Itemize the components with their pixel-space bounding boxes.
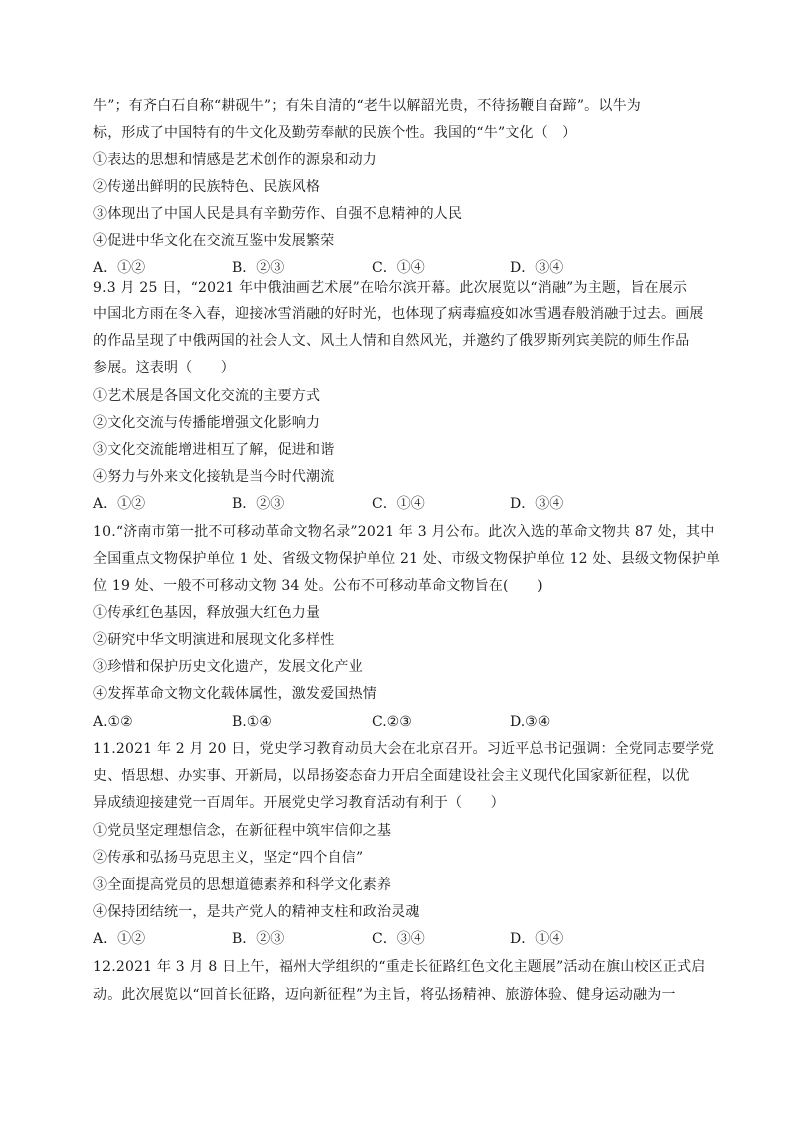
q9-item-4: ④努力与外来文化接轨是当今时代潮流 xyxy=(93,469,335,485)
q12-stem-line-1: 12.2021 年 3 月 8 日上午，福州大学组织的“重走长征路红色文化主题展”活动在旗山校区正式启 xyxy=(93,959,706,975)
q8-item-1: ①表达的思想和情感是艺术创作的源泉和动力 xyxy=(93,152,377,168)
q11-choice-b: B．②③ xyxy=(232,931,285,947)
q11-stem-line-3: 异成绩迎接建党一百周年。开展党史学习教育活动有利于（ ） xyxy=(93,795,505,811)
q8-choice-c: C．①④ xyxy=(372,260,425,276)
q9-item-2: ②文化交流与传播能增强文化影响力 xyxy=(93,415,321,431)
q8-item-4: ④促进中华文化在交流互鉴中发展繁荣 xyxy=(93,233,335,249)
q8-item-2: ②传递出鲜明的民族特色、民族风格 xyxy=(93,179,321,195)
q10-stem-line-2: 全国重点文物保护单位 1 处、省级文物保护单位 21 处、市级文物保护单位 12 处、县级文物保护单 xyxy=(93,551,721,567)
q12-stem-line-2: 动。此次展览以“回首长征路，迈向新征程”为主旨，将弘扬精神、旅游体验、健身运动融为一 xyxy=(93,987,676,1003)
q10-item-1: ①传承红色基因，释放强大红色力量 xyxy=(93,605,321,621)
q11-stem-line-1: 11.2021 年 2 月 20 日，党史学习教育动员大会在北京召开。习近平总书记强调：全党同志要学党 xyxy=(93,741,715,757)
q8-item-3: ③体现出了中国人民是具有辛勤劳作、自强不息精神的人民 xyxy=(93,206,463,222)
q10-choice-d: D.③④ xyxy=(510,714,551,730)
q11-choice-c: C．③④ xyxy=(372,931,425,947)
q9-choice-a: A．①② xyxy=(93,496,146,512)
q8-choice-b: B．②③ xyxy=(232,260,285,276)
q10-item-4: ④发挥革命文物文化载体属性，激发爱国热情 xyxy=(93,686,377,702)
q8-stem-line-1: 牛”；有齐白石自称“耕砚牛”；有朱自清的“老牛以解韶光贵，不待扬鞭自奋蹄”。以牛为 xyxy=(93,98,641,114)
q11-choice-d: D．①④ xyxy=(510,931,564,947)
q9-choice-c: C．①④ xyxy=(372,496,425,512)
q9-choice-d: D．③④ xyxy=(510,496,564,512)
q9-stem-line-2: 中国北方雨在冬入春，迎接冰雪消融的好时光，也体现了病毒瘟疫如冰雪遇春般消融于过去。画展 xyxy=(93,306,704,322)
q10-stem-line-3: 位 19 处、一般不可移动文物 34 处。公布不可移动革命文物旨在( ) xyxy=(93,578,543,594)
q10-item-3: ③珍惜和保护历史文化遗产，发展文化产业 xyxy=(93,659,363,675)
q9-stem-line-3: 的作品呈现了中俄两国的社会人文、风土人情和自然风光，并邀约了俄罗斯列宾美院的师生作品 xyxy=(93,333,690,349)
q11-item-2: ②传承和弘扬马克思主义，坚定“四个自信” xyxy=(93,850,364,866)
q9-item-3: ③文化交流能增进相互了解，促进和谐 xyxy=(93,442,335,458)
q10-choice-c: C.②③ xyxy=(372,714,412,730)
q10-stem-line-1: 10.“济南市第一批不可移动革命文物名录”2021 年 3 月公布。此次入选的革命文物共 87 处，其中 xyxy=(93,524,715,540)
q9-choice-b: B．②③ xyxy=(232,496,285,512)
q10-choice-a: A.①② xyxy=(93,714,133,730)
q11-item-3: ③全面提高党员的思想道德素养和科学文化素养 xyxy=(93,877,392,893)
q8-stem-line-2: 标，形成了中国特有的牛文化及勤劳奉献的民族个性。我国的“牛”文化（ ） xyxy=(93,125,577,141)
q11-choice-a: A．①② xyxy=(93,931,146,947)
q8-choice-a: A．①② xyxy=(93,260,146,276)
q10-choice-b: B.①④ xyxy=(232,714,272,730)
q11-item-4: ④保持团结统一，是共产党人的精神支柱和政治灵魂 xyxy=(93,904,420,920)
q11-stem-line-2: 史、悟思想、办实事、开新局，以昂扬姿态奋力开启全面建设社会主义现代化国家新征程，以优 xyxy=(93,768,690,784)
q10-item-2: ②研究中华文明演进和展现文化多样性 xyxy=(93,632,335,648)
q11-item-1: ①党员坚定理想信念，在新征程中筑牢信仰之基 xyxy=(93,823,392,839)
q9-item-1: ①艺术展是各国文化交流的主要方式 xyxy=(93,388,321,404)
q9-stem-line-1: 9.3 月 25 日，“2021 年中俄油画艺术展”在哈尔滨开幕。此次展览以“消融”为主题，旨在展示 xyxy=(93,280,688,296)
q9-stem-line-4: 参展。这表明（ ） xyxy=(93,360,235,376)
q8-choice-d: D．③④ xyxy=(510,260,564,276)
